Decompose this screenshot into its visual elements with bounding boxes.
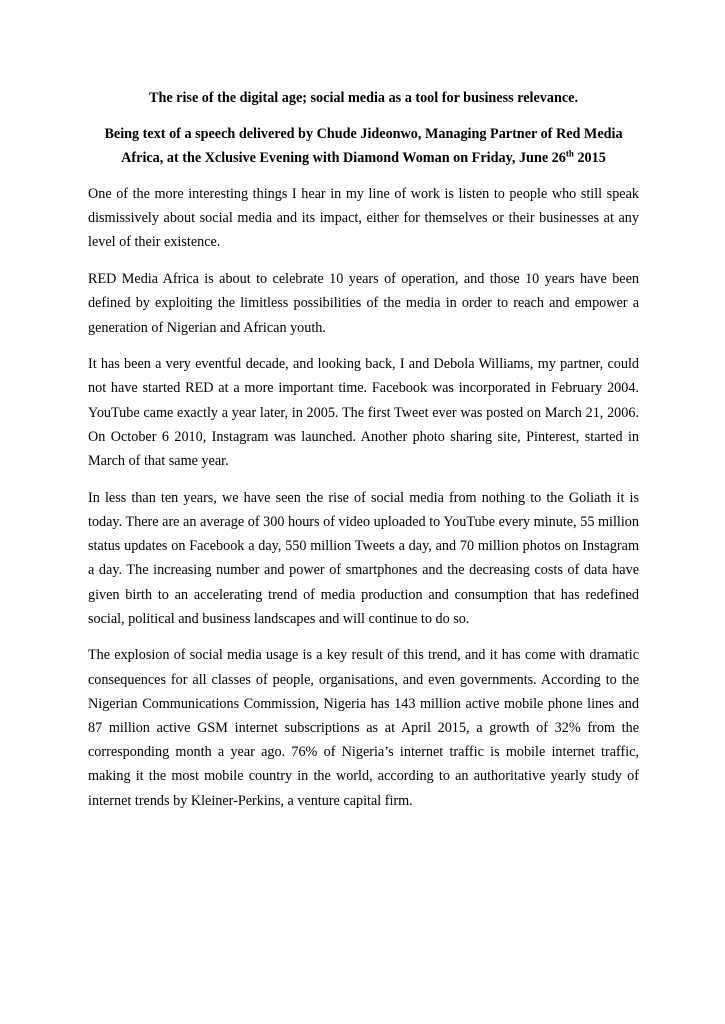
subtitle-text: Being text of a speech delivered by Chude Jideonwo, Managing Partner of Red Media Africa, at the Xclusive Evening with Diamond Woman on Friday, June 26 [104, 126, 623, 166]
paragraph-5: The explosion of social media usage is a key result of this trend, and it has come with dramatic consequences for all classes of people, organisations, and even governments. According to the Nigerian Communications Commission, Nigeria has 143 million active mobile phone lines and 87 million active GSM internet subscriptions as at April 2015, a growth of 32% from the corresponding month a year ago. 76% of Nigeria’s internet traffic is mobile internet traffic, making it the most mobile country in the world, according to an authoritative yearly study of internet trends by Kleiner-Perkins, a venture capital firm. [88, 647, 639, 809]
paragraph-4: In less than ten years, we have seen the rise of social media from nothing to the Goliath it is today. There are an average of 300 hours of video uploaded to YouTube every minute, 55 million status updates on Facebook a day, 550 million Tweets a day, and 70 million photos on Instagram a day. The increasing number and power of smartphones and the decreasing costs of data have given birth to an accelerating trend of media production and consumption that has redefined social, political and business landscapes and will continue to do so. [88, 489, 639, 627]
paragraph-1: One of the more interesting things I hear in my line of work is listen to people who still speak dismissively about social media and its impact, either for themselves or their businesses at any level of their existence. [88, 186, 639, 251]
document-subtitle [88, 122, 639, 170]
paragraph-3: It has been a very eventful decade, and looking back, I and Debola Williams, my partner, could not have started RED at a more important time. Facebook was incorporated in February 2004. YouTube came exactly a year later, in 2005. The first Tweet ever was posted on March 21, 2006. On October 6 2010, Instagram was launched. Another photo sharing site, Pinterest, started in March of that same year. [88, 356, 639, 470]
subtitle-year: 2015 [573, 150, 606, 166]
subtitle-superscript: th [565, 148, 574, 159]
paragraph-2: RED Media Africa is about to celebrate 10 years of operation, and those 10 years have been defined by exploiting the limitless possibilities of the media in order to reach and empower a generation of Nigerian and African youth. [88, 271, 639, 336]
document-page [88, 86, 639, 825]
document-title: The rise of the digital age; social media as a tool for business relevance. [148, 90, 578, 106]
